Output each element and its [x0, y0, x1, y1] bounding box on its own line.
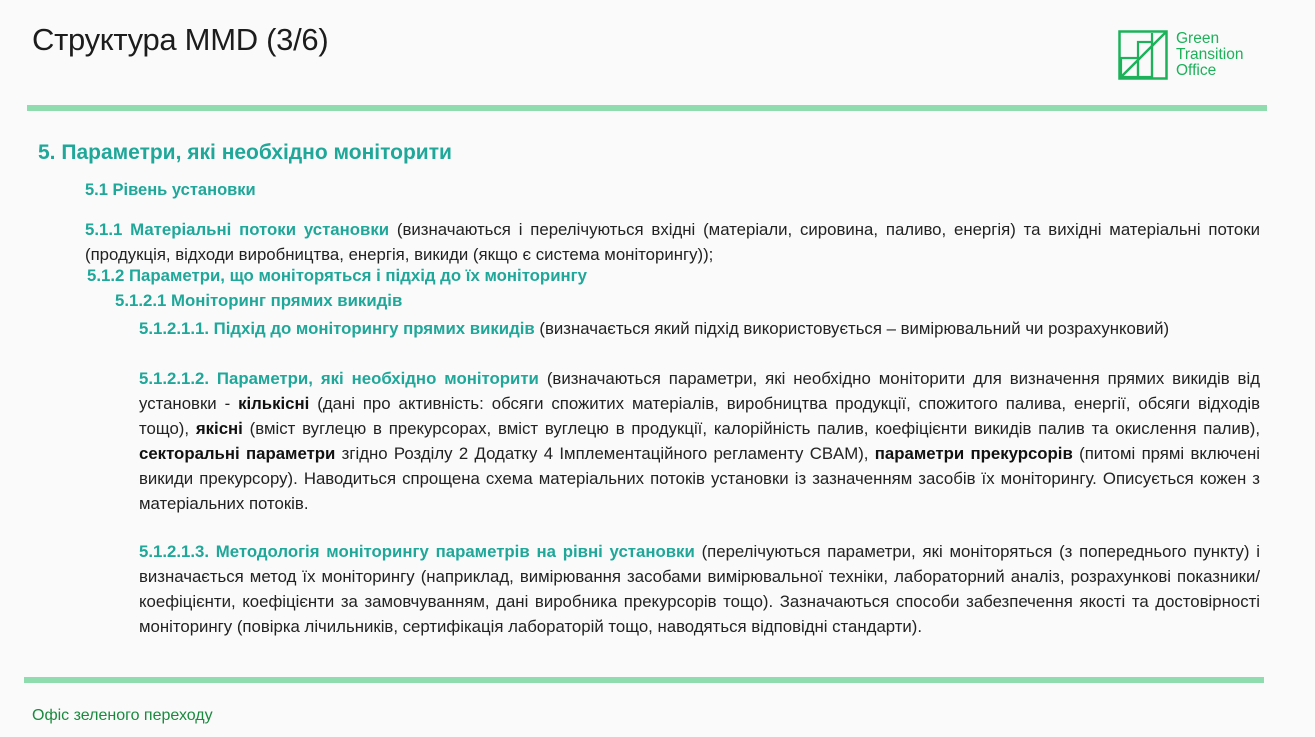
section-heading-5-1-2: 5.1.2 Параметри, що моніторяться і підхід до їх моніторингу: [87, 266, 587, 285]
page-title: Структура MMD (3/6): [32, 22, 329, 57]
bottom-divider: [24, 677, 1264, 683]
bold-qualitative: якісні: [195, 419, 243, 438]
text-5-1-2-1-1: (визначається який підхід використовується – вимірювальний чи розрахунковий): [534, 319, 1170, 338]
logo-line-1: Green: [1176, 30, 1220, 47]
top-divider: [27, 105, 1267, 111]
heading-5-1-2-1-3: 5.1.2.1.3. Методологія моніторингу параметрів на рівні установки: [139, 542, 695, 561]
bold-precursor-parameters: параметри прекурсорів: [874, 444, 1073, 463]
text-5-1-2-1-2-c: (вміст вуглецю в прекурсорах, вміст вуглецю в продукції, калорійність палив, коефіцієнти викидів палив та окислення палив),: [242, 419, 1260, 438]
footer-text: Офіс зеленого переходу: [32, 707, 213, 724]
bold-quantitative: кількісні: [238, 394, 310, 413]
bold-sectoral-parameters: секторальні параметри: [139, 444, 336, 463]
section-heading-5: 5. Параметри, які необхідно моніторити: [38, 141, 452, 164]
heading-5-1-1: 5.1.1 Матеріальні потоки установки: [85, 220, 390, 239]
logo-text: [1176, 31, 1243, 79]
green-transition-office-logo-icon: [1118, 30, 1168, 80]
text-5-1-2-1-2-b: (дані про активність: обсяги спожитих матеріалів, виробництва продукції, спожитого палива, енергії, обсяги відходів тощо),: [139, 394, 1260, 438]
text-5-1-1: (визначаються і перелічуються вхідні (матеріали, сировина, паливо, енергія) та вихідні матеріальні потоки (продукція, відходи виробництва, енергія, викиди (якщо є система моніторингу));: [85, 220, 1260, 264]
heading-5-1-2-1-2: 5.1.2.1.2. Параметри, які необхідно моніторити: [139, 369, 539, 388]
text-5-1-2-1-2-a: (визначаються параметри, які необхідно моніторити для визначення прямих викидів від установки -: [139, 369, 1260, 413]
section-heading-5-1: 5.1 Рівень установки: [85, 181, 256, 199]
paragraph-5-1-2-1-3: [139, 539, 1260, 639]
text-5-1-2-1-2-d: згідно Розділу 2 Додатку 4 Імплементаційного регламенту CBAM),: [335, 444, 875, 463]
paragraph-5-1-1: [85, 217, 1260, 267]
section-heading-5-1-2-1: 5.1.2.1 Моніторинг прямих викидів: [115, 291, 403, 310]
logo-line-2: Transition: [1176, 46, 1244, 63]
text-5-1-2-1-2-e: (питомі прямі включені викиди прекурсору). Наводиться спрощена схема матеріальних потоків установки із зазначенням засобів їх моніторингу. Описується кожен з матеріальних потоків.: [139, 444, 1260, 513]
heading-5-1-2-1-1: 5.1.2.1.1. Підхід до моніторингу прямих викидів: [139, 319, 535, 338]
paragraph-5-1-2-1-1: [139, 316, 1260, 341]
paragraph-5-1-2-1-2: [139, 366, 1260, 516]
text-5-1-2-1-3: (перелічуються параметри, які моніторяться (з попереднього пункту) і визначається метод їх моніторингу (наприклад, вимірювання засобами вимірювальної техніки, лабораторний аналіз, розрахункові показники/коефіцієнти, коефіцієнти за замовчуванням, дані виробника прекурсорів тощо). Зазначаються способи забезпечення якості та достовірності моніторингу (повірка лічильників, сертифікація лабораторій тощо, наводяться відповідні стандарти).: [139, 542, 1260, 636]
logo: [1118, 30, 1243, 80]
logo-line-3: Office: [1176, 62, 1217, 79]
